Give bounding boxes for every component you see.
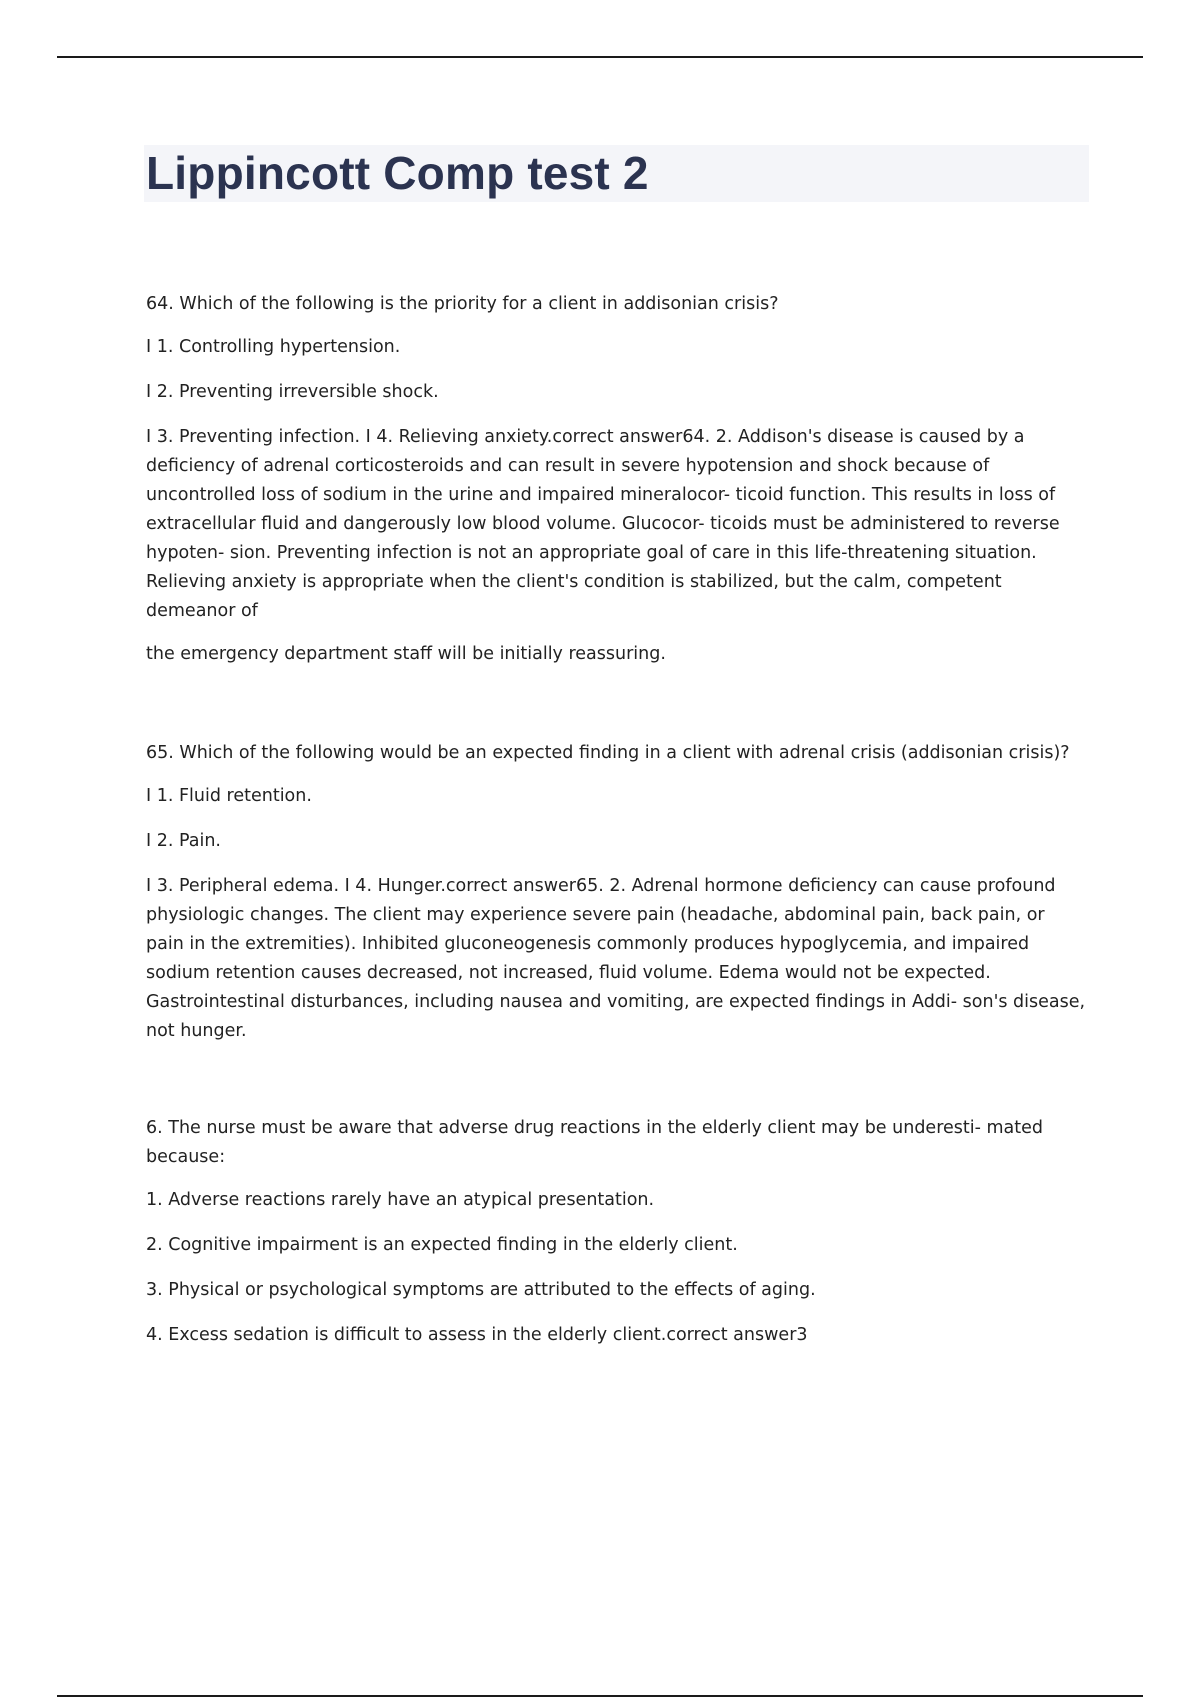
question-64-text: 64. Which of the following is the priority for a client in addisonian crisis? xyxy=(146,294,779,314)
question-64 xyxy=(146,290,1086,669)
question-65-answer: I 3. Peripheral edema. I 4. Hunger.correct answer65. 2. Adrenal hormone deficiency can cause profound physiologic changes. The client may experience severe pain (headache, abdominal pain, back pain, or pain in the extremities). Inhibited gluconeogenesis commonly produces hypoglycemia, and impaired sodium retention causes decreased, not increased, fluid volume. Edema would not be expected. Gastrointestinal disturbances, including nausea and vomiting, are expected findings in Addi- son's disease, not hunger. xyxy=(146,876,1086,1041)
bottom-rule xyxy=(57,1695,1143,1697)
question-6-option-1: 1. Adverse reactions rarely have an atypical presentation. xyxy=(146,1190,655,1210)
question-6-text: 6. The nurse must be aware that adverse drug reactions in the elderly client may be underesti- mated because: xyxy=(146,1118,1043,1167)
question-64-option-1: I 1. Controlling hypertension. xyxy=(146,337,401,357)
question-65 xyxy=(146,739,1086,1046)
document-body xyxy=(146,290,1086,1366)
section-spacer xyxy=(146,685,1086,739)
question-65-text: 65. Which of the following would be an expected finding in a client with adrenal crisis (addisonian crisis)? xyxy=(146,743,1070,763)
section-spacer xyxy=(146,1060,1086,1114)
document-title: Lippincott Comp test 2 xyxy=(146,147,649,199)
question-64-answer-continuation: the emergency department staff will be initially reassuring. xyxy=(146,644,666,664)
top-rule xyxy=(57,56,1143,58)
question-65-option-2: I 2. Pain. xyxy=(146,831,221,851)
question-64-option-2: I 2. Preventing irreversible shock. xyxy=(146,382,439,402)
question-64-answer: I 3. Preventing infection. I 4. Relieving anxiety.correct answer64. 2. Addison's disease is caused by a deficiency of adrenal corticosteroids and can result in severe hypotension and shock because of uncontrolled loss of sodium in the urine and impaired mineralocor- ticoid function. This results in loss of extracellular fluid and dangerously low blood volume. Glucocor- ticoids must be administered to reverse hypoten- sion. Preventing infection is not an appropriate goal of care in this life-threatening situation. Relieving anxiety is appropriate when the client's condition is stabilized, but the calm, competent demeanor of xyxy=(146,427,1060,621)
question-6-option-3: 3. Physical or psychological symptoms are attributed to the effects of aging. xyxy=(146,1280,816,1300)
question-6-option-2: 2. Cognitive impairment is an expected finding in the elderly client. xyxy=(146,1235,738,1255)
question-6 xyxy=(146,1114,1086,1350)
question-6-option-4: 4. Excess sedation is difficult to assess in the elderly client.correct answer3 xyxy=(146,1325,808,1345)
question-65-option-1: I 1. Fluid retention. xyxy=(146,786,312,806)
